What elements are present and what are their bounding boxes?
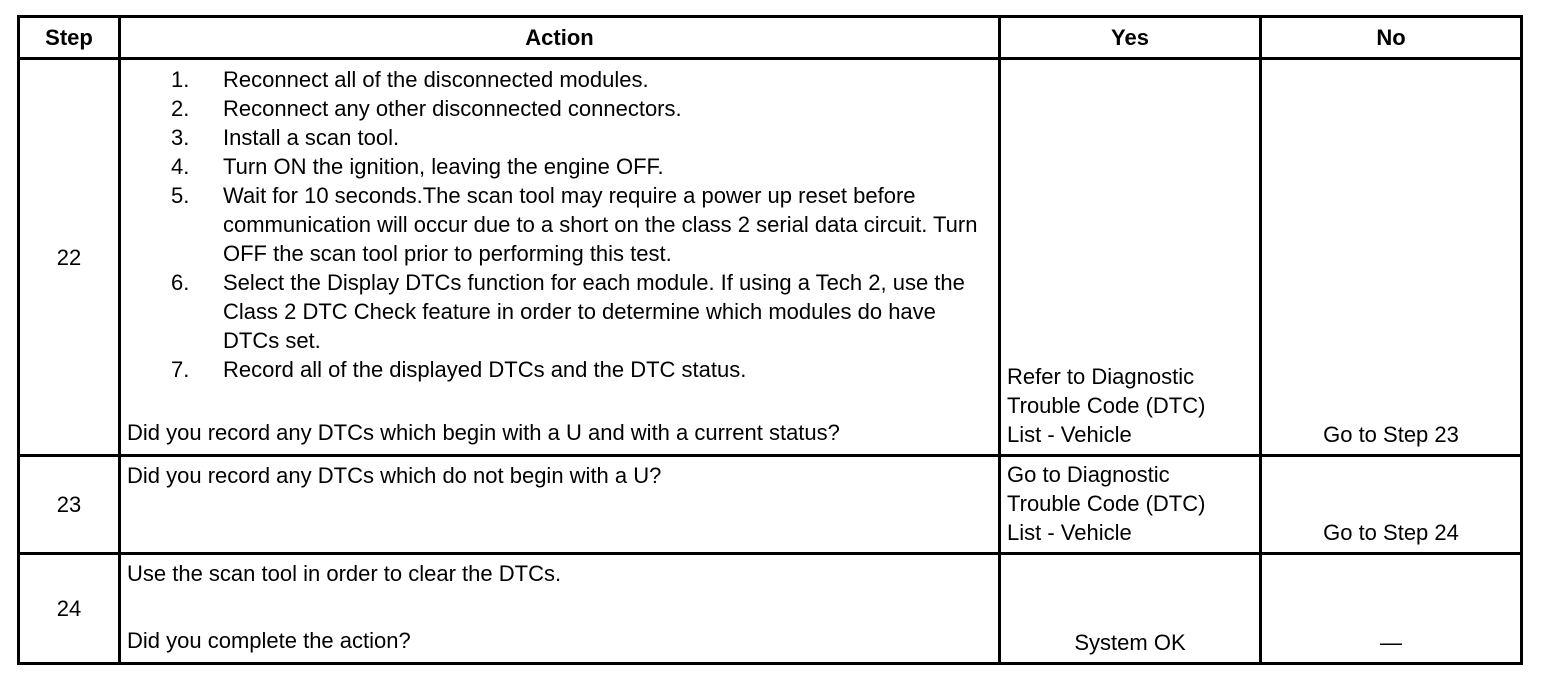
diagnostic-table (17, 15, 1523, 665)
action-cell (120, 456, 1000, 554)
table-row (19, 456, 1522, 554)
header-no: No (1261, 17, 1522, 59)
no-result: Go to Step 23 (1323, 422, 1459, 447)
header-step: Step (19, 17, 120, 59)
no-cell (1261, 456, 1522, 554)
table-row (19, 554, 1522, 664)
yes-cell (1000, 59, 1261, 456)
list-item: 5. Wait for 10 seconds.The scan tool may require a power up reset before communication will occur due to a short on the class 2 serial data circuit. Turn OFF the scan tool prior to performing this test. (171, 183, 978, 266)
yes-line: Go to Diagnostic (1007, 462, 1170, 487)
yes-line: List - Vehicle (1007, 422, 1132, 447)
action-cell (120, 554, 1000, 664)
list-item: 6. Select the Display DTCs function for each module. If using a Tech 2, use the Class 2 DTC Check feature in order to determine which modules do have DTCs set. (171, 270, 965, 353)
action-question: Did you record any DTCs which do not begin with a U? (127, 463, 662, 488)
header-action: Action (120, 17, 1000, 59)
list-item: 7. Record all of the displayed DTCs and the DTC status. (171, 357, 747, 382)
action-steps-list (171, 65, 998, 384)
list-item: 2. Reconnect any other disconnected connectors. (171, 96, 682, 121)
yes-line: List - Vehicle (1007, 520, 1132, 545)
yes-line: System OK (1074, 630, 1186, 655)
no-result: — (1380, 630, 1402, 655)
action-question: Did you complete the action? (127, 628, 411, 653)
no-cell (1261, 59, 1522, 456)
table-row (19, 59, 1522, 456)
yes-cell (1000, 554, 1261, 664)
list-item: 1. Reconnect all of the disconnected modules. (171, 67, 649, 92)
list-item: 3. Install a scan tool. (171, 125, 400, 150)
yes-line: Trouble Code (DTC) (1007, 393, 1206, 418)
yes-line: Trouble Code (DTC) (1007, 491, 1206, 516)
action-question: Did you record any DTCs which begin with a U and with a current status? (127, 420, 840, 445)
action-instruction: Use the scan tool in order to clear the DTCs. (127, 561, 562, 586)
step-number: 23 (19, 456, 120, 554)
list-item: 4. Turn ON the ignition, leaving the engine OFF. (171, 154, 664, 179)
action-cell (120, 59, 1000, 456)
header-yes: Yes (1000, 17, 1261, 59)
no-result: Go to Step 24 (1323, 520, 1459, 545)
header-row (19, 17, 1522, 59)
step-number: 24 (19, 554, 120, 664)
step-number: 22 (19, 59, 120, 456)
no-cell (1261, 554, 1522, 664)
yes-line: Refer to Diagnostic (1007, 364, 1195, 389)
yes-cell (1000, 456, 1261, 554)
